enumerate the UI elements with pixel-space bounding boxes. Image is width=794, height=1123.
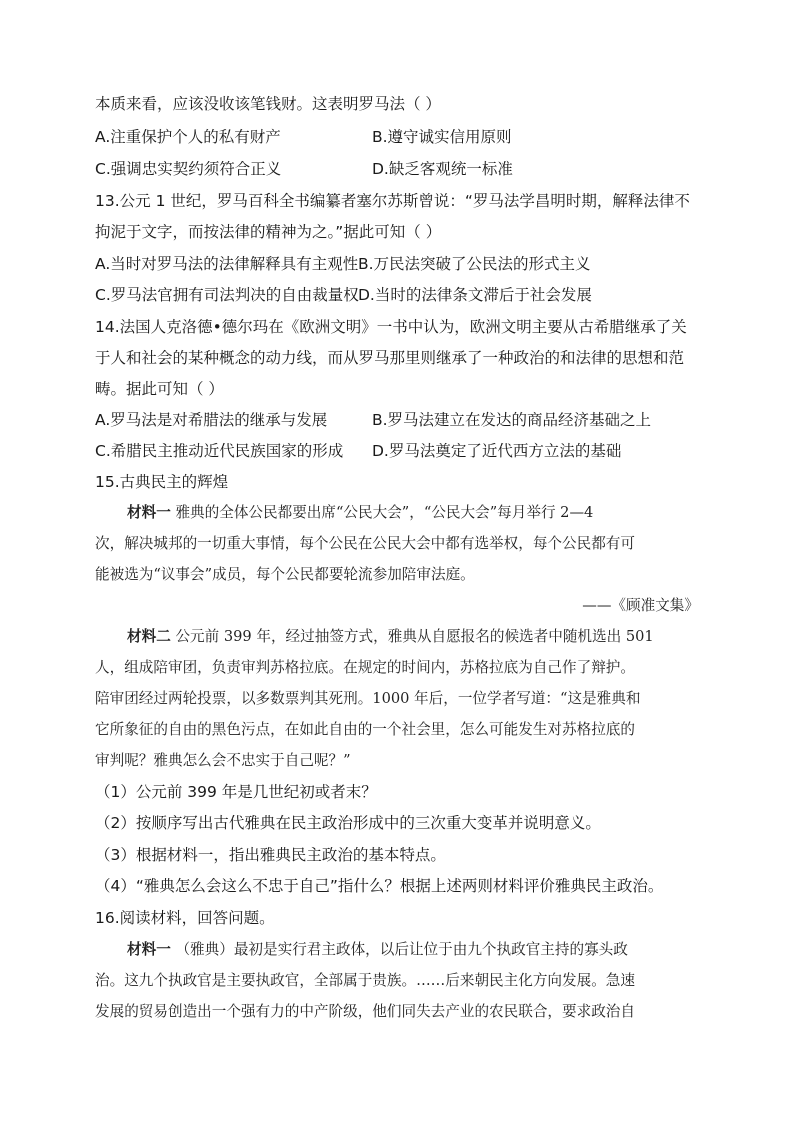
q15-subquestion-2: （2）按顺序写出古代雅典在民主政治形成中的三次重大变革并说明意义。 [95, 814, 601, 832]
q13-options-row-1 [95, 254, 715, 274]
q15-title: 15.古典民主的辉煌 [95, 473, 229, 491]
q12-option-a[interactable]: A.注重保护个人的私有财产 [95, 128, 281, 146]
q16-material-1-line-1 [127, 940, 628, 960]
q14-option-d[interactable]: D.罗马法奠定了近代西方立法的基础 [372, 442, 622, 460]
q12-options-row-2 [95, 159, 715, 179]
q13-option-a[interactable]: A.当时对罗马法的法律解释具有主观性 [95, 255, 359, 273]
q15-material-1-title: 材料一 [127, 504, 171, 521]
q15-material-2-line-2: 人，组成陪审团，负责审判苏格拉底。在规定的时间内，苏格拉底为自己作了辩护。 [95, 659, 635, 676]
q15-material-2-line-1 [127, 627, 654, 647]
q15-subquestion-4: （4）“雅典怎么会这么不忠于自己”指什么？根据上述两则材料评价雅典民主政治。 [95, 877, 664, 895]
q13-stem-line-1: 13.公元 1 世纪，罗马百科全书编纂者塞尔苏斯曾说：“罗马法学昌明时期，解释法律不 [95, 192, 690, 210]
q12-options-row-1 [95, 127, 715, 147]
q12-stem-continued: 本质来看，应该没收该笔钱财。这表明罗马法（ ） [95, 95, 441, 113]
q14-option-a[interactable]: A.罗马法是对希腊法的继承与发展 [95, 411, 328, 429]
q16-material-1-line-2: 治。这九个执政官是主要执政官，全部属于贵族。……后来朝民主化方向发展。急速 [95, 972, 635, 989]
q15-material-1-line-1 [127, 503, 593, 523]
q15-subquestion-3: （3）根据材料一，指出雅典民主政治的基本特点。 [95, 846, 446, 864]
q14-stem-line-2: 于人和社会的某种概念的动力线，而从罗马那里则继承了一种政治的和法律的思想和范 [95, 349, 685, 367]
q14-options-row-1 [95, 410, 715, 430]
q13-option-b[interactable]: B.万民法突破了公民法的形式主义 [358, 255, 591, 273]
q16-material-1-text-1: （雅典）最初是实行君主政体，以后让位于由九个执政官主持的寡头政 [175, 941, 628, 958]
q15-material-2-line-3: 陪审团经过两轮投票，以多数票判其死刑。1000 年后，一位学者写道：“这是雅典和 [95, 690, 641, 707]
q13-options-row-2 [95, 285, 715, 305]
q14-stem-line-1: 14.法国人克洛德•德尔玛在《欧洲文明》一书中认为，欧洲文明主要从古希腊继承了关 [95, 318, 687, 336]
q15-material-1-text-1: 雅典的全体公民都要出席“公民大会”，“公民大会”每月举行 2—4 [175, 504, 594, 521]
q14-option-b[interactable]: B.罗马法建立在发达的商品经济基础之上 [372, 411, 652, 429]
q16-material-1-title: 材料一 [127, 941, 171, 958]
q15-material-1-source: ——《顾准文集》 [582, 597, 699, 614]
q13-option-d[interactable]: D.当时的法律条文滞后于社会发展 [358, 286, 592, 304]
q13-stem-line-2: 拘泥于文字，而按法律的精神为之。”据此可知（ ） [95, 223, 442, 241]
q12-option-b[interactable]: B.遵守诚实信用原则 [372, 128, 512, 146]
q15-material-1-line-2: 次，解决城邦的一切重大事情，每个公民在公民大会中都有选举权，每个公民都有可 [95, 535, 635, 552]
q15-material-2-title: 材料二 [127, 628, 171, 645]
q13-option-c[interactable]: C.罗马法官拥有司法判决的自由裁量权 [95, 286, 359, 304]
q14-options-row-2 [95, 441, 715, 461]
q16-material-1-line-3: 发展的贸易创造出一个强有力的中产阶级，他们同失去产业的农民联合，要求政治自 [95, 1003, 635, 1020]
q12-option-c[interactable]: C.强调忠实契约须符合正义 [95, 160, 282, 178]
q12-option-d[interactable]: D.缺乏客观统一标准 [372, 160, 513, 178]
q14-stem-line-3: 畴。据此可知（ ） [95, 380, 224, 398]
q14-option-c[interactable]: C.希腊民主推动近代民族国家的形成 [95, 442, 344, 460]
q15-subquestion-1: （1）公元前 399 年是几世纪初或者末？ [95, 783, 377, 801]
q15-material-2-text-1: 公元前 399 年，经过抽签方式，雅典从自愿报名的候选者中随机选出 501 [175, 628, 654, 645]
q15-material-1-line-3: 能被选为“议事会”成员，每个公民都要轮流参加陪审法庭。 [95, 566, 475, 583]
q15-material-2-line-4: 它所象征的自由的黑色污点，在如此自由的一个社会里，怎么可能发生对苏格拉底的 [95, 721, 635, 738]
q16-title: 16.阅读材料，回答问题。 [95, 909, 275, 927]
q15-material-2-line-5: 审判呢？雅典怎么会不忠实于自己呢？” [95, 752, 351, 769]
